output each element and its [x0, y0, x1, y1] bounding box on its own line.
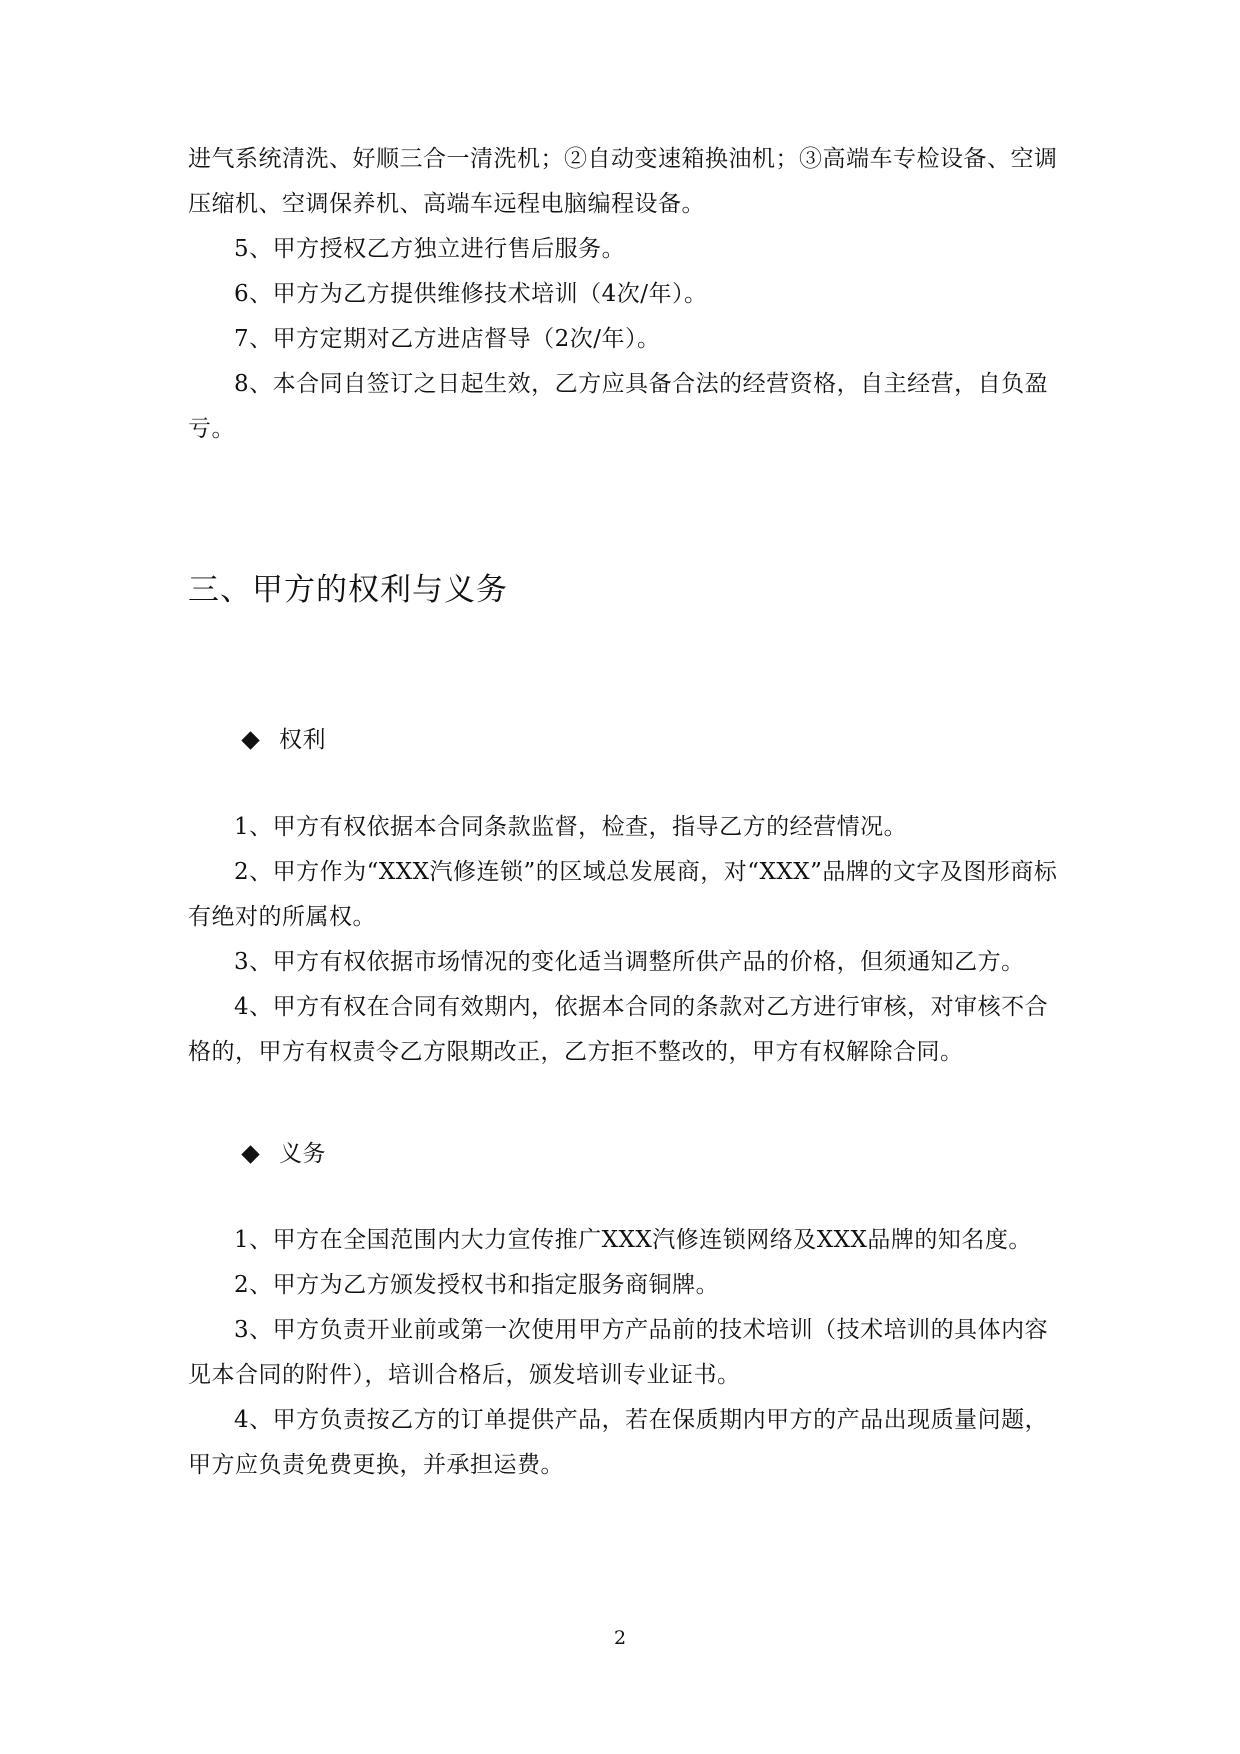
duties-item-4: 4、甲方负责按乙方的订单提供产品，若在保质期内甲方的产品出现质量问题，甲方应负责免费更换，并承担运费。: [188, 1407, 1049, 1478]
continuation-block: [188, 137, 1068, 452]
clause-7: 7、甲方定期对乙方进店督导（2次/年）。: [234, 326, 661, 352]
diamond-bullet-icon: [241, 1145, 259, 1163]
duties-item-1: 1、甲方在全国范围内大力宣传推广XXX汽修连锁网络及XXX品牌的知名度。: [234, 1227, 1032, 1253]
clause-6: 6、甲方为乙方提供维修技术培训（4次/年）。: [234, 281, 708, 307]
rights-item-3: 3、甲方有权依据市场情况的变化适当调整所供产品的价格，但须通知乙方。: [234, 949, 1025, 975]
section-heading: 三、甲方的权利与义务: [188, 572, 508, 608]
rights-item-2: 2、甲方作为“XXX汽修连锁”的区域总发展商，对“XXX”品牌的文字及图形商标有绝对的所属权。: [188, 859, 1058, 930]
rights-list: [188, 805, 1068, 1075]
continuation-paragraph: 进气系统清洗、好顺三合一清洗机；②自动变速箱换油机；③高端车专检设备、空调压缩机、空调保养机、高端车远程电脑编程设备。: [188, 146, 1058, 217]
duties-list: [188, 1218, 1068, 1488]
rights-subheading: [240, 720, 326, 760]
page-number: 2: [613, 1627, 627, 1649]
rights-label: 权利: [279, 727, 326, 753]
duties-item-2: 2、甲方为乙方颁发授权书和指定服务商铜牌。: [234, 1272, 720, 1298]
clause-8: 8、本合同自签订之日起生效，乙方应具备合法的经营资格，自主经营，自负盈亏。: [188, 371, 1049, 442]
diamond-bullet-icon: [241, 731, 259, 749]
duties-item-3: 3、甲方负责开业前或第一次使用甲方产品前的技术培训（技术培训的具体内容见本合同的附件），培训合格后，颁发培训专业证书。: [188, 1317, 1049, 1388]
clause-5: 5、甲方授权乙方独立进行售后服务。: [234, 236, 626, 262]
rights-item-4: 4、甲方有权在合同有效期内，依据本合同的条款对乙方进行审核，对审核不合格的，甲方有权责令乙方限期改正，乙方拒不整改的，甲方有权解除合同。: [188, 994, 1049, 1065]
rights-item-1: 1、甲方有权依据本合同条款监督，检查，指导乙方的经营情况。: [234, 814, 908, 840]
duties-label: 义务: [279, 1141, 326, 1167]
duties-subheading: [240, 1134, 326, 1174]
